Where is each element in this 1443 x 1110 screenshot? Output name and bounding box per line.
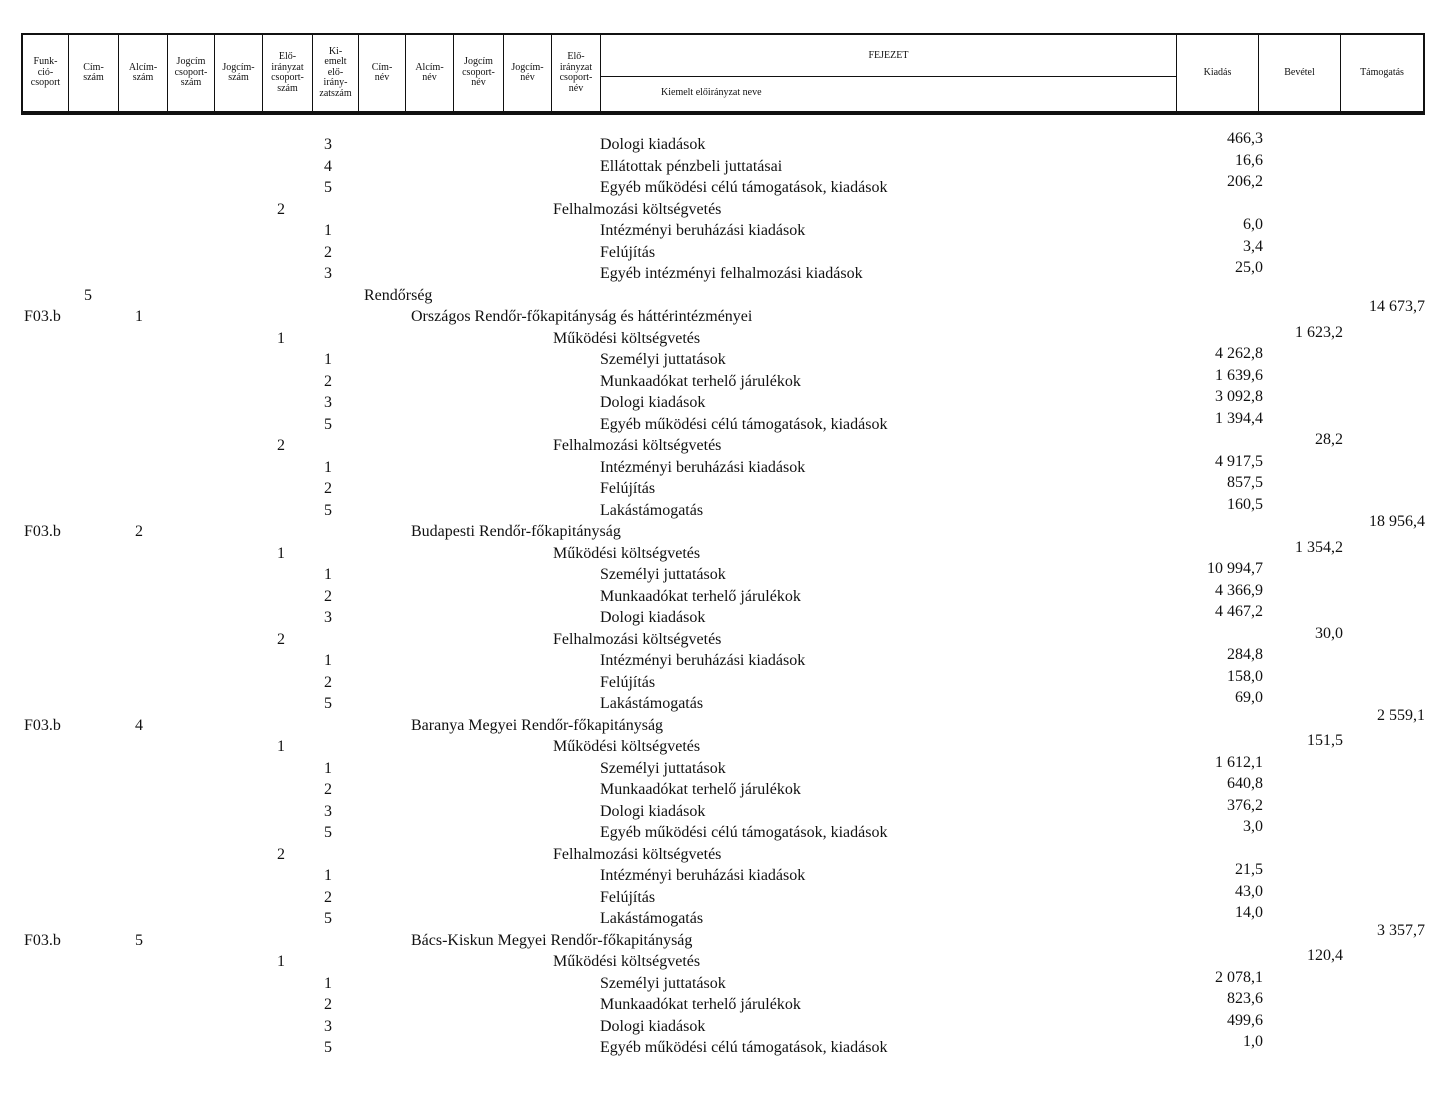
cim-szam: 5 xyxy=(84,286,92,304)
kiemelt-eloiranyzat-szam: 4 xyxy=(324,157,332,175)
funkcio-csoport: F03.b xyxy=(24,931,61,949)
kiemelt-eloiranyzat-szam: 2 xyxy=(324,372,332,390)
kiemelt-eloiranyzat-nev: Személyi juttatások xyxy=(600,759,726,777)
alcim-nev: Baranya Megyei Rendőr-főkapitányság xyxy=(411,716,664,734)
kiadas-value: 4 917,5 xyxy=(1215,452,1263,470)
eloiranyzat-csoport-szam: 2 xyxy=(277,437,285,454)
kiemelt-eloiranyzat-nev: Lakástámogatás xyxy=(600,501,704,519)
funkcio-csoport: F03.b xyxy=(24,716,61,734)
bevetel-value: 30,0 xyxy=(1315,624,1343,642)
bevetel-value: 1 623,2 xyxy=(1295,323,1343,341)
kiemelt-eloiranyzat-szam: 5 xyxy=(324,1039,332,1056)
kiemelt-eloiranyzat-nev: Egyéb működési célú támogatások, kiadások xyxy=(600,1039,888,1056)
kiemelt-eloiranyzat-szam: 1 xyxy=(324,458,332,476)
eloiranyzat-csoport-szam: 1 xyxy=(277,953,285,970)
table-row xyxy=(0,495,1443,523)
kiemelt-eloiranyzat-szam: 2 xyxy=(324,673,332,691)
header-jcim: Jogcím- szám xyxy=(215,35,263,111)
table-row xyxy=(0,706,1443,738)
header-alcim: Alcím- szám xyxy=(119,35,168,111)
fejezet-header xyxy=(601,35,1177,111)
kiemelt-eloiranyzat-szam: 3 xyxy=(324,802,332,820)
kiemelt-eloiranyzat-szam: 1 xyxy=(324,652,332,669)
fejezet-label: FEJEZET xyxy=(601,35,1176,77)
kiadas-value: 43,0 xyxy=(1235,882,1263,900)
kiadas-value: 284,8 xyxy=(1227,646,1263,663)
alcim-szam: 1 xyxy=(135,308,143,325)
header-eloinev: Elő- irányzat csoport- név xyxy=(552,35,601,111)
table-row xyxy=(0,201,1443,222)
kiemelt-eloiranyzat-nev: Egyéb működési célú támogatások, kiadások xyxy=(600,824,888,841)
alcim-nev: Országos Rendőr-főkapitányság és háttérintézményei xyxy=(411,308,753,325)
kiemelt-eloiranyzat-szam: 1 xyxy=(324,351,332,368)
bevetel-value: 151,5 xyxy=(1307,732,1343,749)
eloiranyzat-csoport-szam: 2 xyxy=(277,200,285,218)
eloiranyzat-csoport-nev: Működési költségvetés xyxy=(553,544,701,562)
kiadas-value: 823,6 xyxy=(1227,990,1263,1007)
table-row xyxy=(0,1033,1443,1060)
eloiranyzat-csoport-nev: Felhalmozási költségvetés xyxy=(553,437,722,454)
kiadas-value: 206,2 xyxy=(1227,173,1263,190)
kiadas-value: 3,0 xyxy=(1243,818,1263,835)
kiemelt-eloiranyzat-nev: Személyi juttatások xyxy=(600,566,726,583)
kiadas-value: 16,6 xyxy=(1235,151,1263,169)
kiemelt-eloiranyzat-szam: 3 xyxy=(324,609,332,626)
kiadas-value: 1,0 xyxy=(1243,1033,1263,1050)
tamogatas-value: 18 956,4 xyxy=(1369,513,1425,530)
kiemelt-eloiranyzat-nev: Dologi kiadások xyxy=(600,136,706,153)
eloiranyzat-csoport-nev: Működési költségvetés xyxy=(553,329,701,347)
kiemelt-eloiranyzat-nev: Intézményi beruházási kiadások xyxy=(600,222,806,239)
header-jcsopnev: Jogcím csoport- név xyxy=(454,35,504,111)
alcim-szam: 4 xyxy=(135,716,143,734)
eloiranyzat-csoport-nev: Felhalmozási költségvetés xyxy=(553,630,722,648)
alcim-nev: Budapesti Rendőr-főkapitányság xyxy=(411,523,621,540)
eloiranyzat-csoport-nev: Működési költségvetés xyxy=(553,953,701,970)
kiadas-value: 499,6 xyxy=(1227,1011,1263,1029)
header-eloi: Elő- irányzat csoport- szám xyxy=(263,35,313,111)
eloiranyzat-csoport-nev: Felhalmozási költségvetés xyxy=(553,200,722,218)
kiemelt-eloiranyzat-szam: 1 xyxy=(324,759,332,777)
kiemelt-eloiranyzat-nev: Személyi juttatások xyxy=(600,351,726,368)
kiadas-value: 1 394,4 xyxy=(1215,409,1263,427)
eloiranyzat-csoport-nev: Felhalmozási költségvetés xyxy=(553,845,722,863)
header-cim: Cím- szám xyxy=(69,35,119,111)
kiemelt-eloiranyzat-nev: Dologi kiadások xyxy=(600,802,706,820)
kiadas-value: 158,0 xyxy=(1227,667,1263,685)
cim-nev: Rendőrség xyxy=(364,286,433,304)
kiemelt-eloiranyzat-szam: 3 xyxy=(324,265,332,282)
kiadas-value: 1 612,1 xyxy=(1215,753,1263,771)
header-alcimnev: Alcím- név xyxy=(406,35,454,111)
tamogatas-header: Támogatás xyxy=(1360,66,1404,78)
header-jcimnev: Jogcím- név xyxy=(504,35,552,111)
kiemelt-eloiranyzat-nev: Lakástámogatás xyxy=(600,695,704,712)
table-row xyxy=(0,861,1443,888)
header-cimnev: Cím- név xyxy=(359,35,406,111)
kiadas-value: 4 366,9 xyxy=(1215,581,1263,599)
kiemelt-eloiranyzat-szam: 3 xyxy=(324,394,332,411)
eloiranyzat-csoport-szam: 1 xyxy=(277,544,285,562)
eloiranyzat-csoport-szam: 1 xyxy=(277,329,285,347)
kiemelt-eloiranyzat-nev: Egyéb működési célú támogatások, kiadások xyxy=(600,415,888,433)
kiadas-header: Kiadás xyxy=(1177,35,1259,111)
kiemelt-eloiranyzat-nev: Felújítás xyxy=(600,673,656,691)
kiemelt-eloiranyzat-nev: Egyéb intézményi felhalmozási kiadások xyxy=(600,265,863,282)
kiemelt-eloiranyzat-szam: 3 xyxy=(324,136,332,153)
table-row xyxy=(0,130,1443,157)
kiadas-value: 4 467,2 xyxy=(1215,603,1263,620)
kiemelt-eloiranyzat-szam: 5 xyxy=(324,910,332,927)
kiemelt-eloiranyzat-nev: Dologi kiadások xyxy=(600,394,706,411)
table-row xyxy=(0,921,1443,953)
kiemelt-eloiranyzat-szam: 2 xyxy=(324,996,332,1013)
kiadas-value: 857,5 xyxy=(1227,474,1263,491)
kiemelt-eloiranyzat-szam: 2 xyxy=(324,781,332,798)
kiemelt-eloiranyzat-nev: Egyéb működési célú támogatások, kiadások xyxy=(600,179,888,196)
kiemelt-eloiranyzat-szam: 1 xyxy=(324,222,332,239)
alcim-nev: Bács-Kiskun Megyei Rendőr-főkapitányság xyxy=(411,931,693,949)
kiemelt-eloiranyzat-szam: 5 xyxy=(324,179,332,196)
funkcio-csoport: F03.b xyxy=(24,308,61,325)
kiemelt-eloiranyzat-nev: Lakástámogatás xyxy=(600,910,704,927)
kiadas-value: 21,5 xyxy=(1235,861,1263,878)
eloiranyzat-csoport-szam: 1 xyxy=(277,738,285,755)
kiadas-value: 466,3 xyxy=(1227,130,1263,147)
kiadas-value: 14,0 xyxy=(1235,904,1263,921)
kiemelt-label: Kiemelt előirányzat neve xyxy=(661,87,762,98)
eloiranyzat-csoport-szam: 2 xyxy=(277,845,285,863)
kiemelt-eloiranyzat-nev: Ellátottak pénzbeli juttatásai xyxy=(600,157,783,175)
kiemelt-eloiranyzat-nev: Felújítás xyxy=(600,480,656,497)
kiemelt-eloiranyzat-szam: 1 xyxy=(324,974,332,992)
table-row xyxy=(0,216,1443,243)
kiadas-value: 160,5 xyxy=(1227,495,1263,513)
kiemelt-eloiranyzat-nev: Dologi kiadások xyxy=(600,1017,706,1035)
tamogatas-value: 3 357,7 xyxy=(1377,921,1425,939)
kiemelt-eloiranyzat-nev: Felújítás xyxy=(600,243,656,261)
alcim-szam: 2 xyxy=(135,523,143,540)
eloiranyzat-csoport-nev: Működési költségvetés xyxy=(553,738,701,755)
kiadas-value: 4 262,8 xyxy=(1215,345,1263,362)
kiadas-value: 1 639,6 xyxy=(1215,366,1263,384)
kiadas-value: 640,8 xyxy=(1227,775,1263,792)
kiemelt-eloiranyzat-nev: Munkaadókat terhelő járulékok xyxy=(600,372,801,390)
kiadas-value: 25,0 xyxy=(1235,259,1263,276)
kiemelt-eloiranyzat-nev: Munkaadókat terhelő járulékok xyxy=(600,781,801,798)
kiemelt-eloiranyzat-nev: Intézményi beruházási kiadások xyxy=(600,652,806,669)
table-row xyxy=(0,259,1443,286)
table-row xyxy=(0,409,1443,437)
table-row xyxy=(0,298,1443,329)
kiadas-value: 376,2 xyxy=(1227,796,1263,814)
table-row xyxy=(0,882,1443,910)
bevetel-header: Bevétel xyxy=(1259,35,1341,111)
table-row xyxy=(0,818,1443,845)
bevetel-value: 1 354,2 xyxy=(1295,538,1343,556)
kiemelt-eloiranyzat-szam: 5 xyxy=(324,501,332,519)
kiadas-value: 3 092,8 xyxy=(1215,388,1263,405)
kiemelt-eloiranyzat-nev: Munkaadókat terhelő járulékok xyxy=(600,587,801,605)
kiemelt-eloiranyzat-szam: 2 xyxy=(324,587,332,605)
kiadas-value: 3,4 xyxy=(1243,237,1263,255)
kiemelt-eloiranyzat-nev: Személyi juttatások xyxy=(600,974,726,992)
header-jcsop: Jogcím csoport- szám xyxy=(168,35,215,111)
header-kiem: Ki- emelt elő- irány- zatszám xyxy=(313,35,359,111)
table-row xyxy=(0,904,1443,931)
kiadas-value: 6,0 xyxy=(1243,216,1263,233)
table-row xyxy=(0,287,1443,308)
funkcio-csoport: F03.b xyxy=(24,523,61,540)
kiemelt-eloiranyzat-szam: 2 xyxy=(324,243,332,261)
table-row xyxy=(0,603,1443,630)
table-row xyxy=(0,1011,1443,1039)
kiemelt-eloiranyzat-szam: 2 xyxy=(324,480,332,497)
kiemelt-eloiranyzat-szam: 5 xyxy=(324,415,332,433)
kiemelt-eloiranyzat-szam: 1 xyxy=(324,867,332,884)
kiemelt-eloiranyzat-nev: Dologi kiadások xyxy=(600,609,706,626)
kiemelt-eloiranyzat-szam: 5 xyxy=(324,695,332,712)
kiemelt-eloiranyzat-szam: 2 xyxy=(324,888,332,906)
kiemelt-eloiranyzat-nev: Intézményi beruházási kiadások xyxy=(600,458,806,476)
table-header xyxy=(21,33,1425,115)
tamogatas-value: 2 559,1 xyxy=(1377,706,1425,724)
table-row xyxy=(0,667,1443,695)
kiemelt-eloiranyzat-szam: 5 xyxy=(324,824,332,841)
kiemelt-eloiranyzat-szam: 1 xyxy=(324,566,332,583)
kiemelt-eloiranyzat-nev: Intézményi beruházási kiadások xyxy=(600,867,806,884)
table-row xyxy=(0,846,1443,867)
table-row xyxy=(0,173,1443,200)
bevetel-value: 28,2 xyxy=(1315,431,1343,448)
kiadas-value: 10 994,7 xyxy=(1207,560,1263,577)
header-funk: Funk- ció- csoport xyxy=(23,35,69,111)
table-row xyxy=(0,689,1443,716)
kiadas-value: 2 078,1 xyxy=(1215,968,1263,986)
alcim-szam: 5 xyxy=(135,931,143,949)
kiemelt-eloiranyzat-nev: Munkaadókat terhelő járulékok xyxy=(600,996,801,1013)
kiemelt-eloiranyzat-nev: Felújítás xyxy=(600,888,656,906)
eloiranyzat-csoport-szam: 2 xyxy=(277,630,285,648)
table-row xyxy=(0,513,1443,544)
bevetel-value: 120,4 xyxy=(1307,947,1343,964)
tamogatas-value: 14 673,7 xyxy=(1369,298,1425,315)
kiemelt-eloiranyzat-szam: 3 xyxy=(324,1017,332,1035)
table-row xyxy=(0,237,1443,265)
table-row xyxy=(0,796,1443,824)
kiadas-value: 69,0 xyxy=(1235,689,1263,706)
